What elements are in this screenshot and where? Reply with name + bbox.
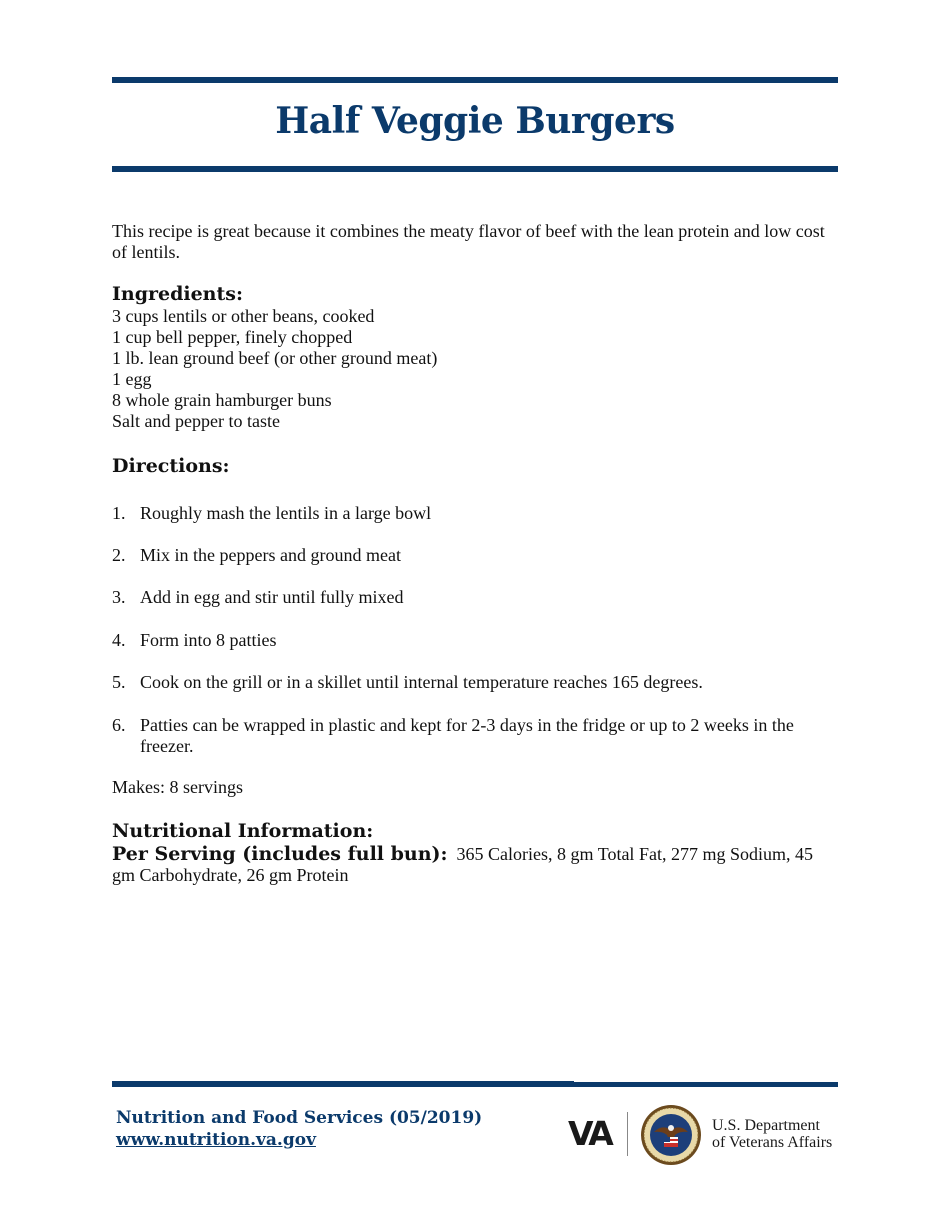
direction-step — [112, 545, 838, 566]
department-line-1: U.S. Department — [712, 1117, 820, 1134]
direction-step — [112, 715, 838, 757]
page-title: Half Veggie Burgers — [275, 100, 675, 142]
title-top-rule — [112, 77, 838, 83]
step-text: Roughly mash the lentils in a large bowl — [140, 503, 432, 523]
step-number: 6. — [112, 715, 126, 735]
ingredient-item: Salt and pepper to taste — [112, 411, 280, 431]
ingredient-item: 8 whole grain hamburger buns — [112, 390, 332, 410]
footer-rule — [112, 1081, 574, 1087]
servings-text: Makes: 8 servings — [112, 777, 243, 797]
direction-step — [112, 672, 838, 693]
step-number: 2. — [112, 545, 126, 565]
per-serving-values: 365 Calories, 8 gm Total Fat, 277 mg Sodium, 45 gm Carbohydrate, 26 gm Protein — [112, 844, 813, 885]
step-number: 5. — [112, 672, 126, 692]
footer-organization: Nutrition and Food Services (05/2019) — [116, 1108, 483, 1128]
nutrition-heading: Nutritional Information: — [112, 820, 374, 842]
footer-rule-thin — [574, 1082, 838, 1087]
ingredient-item: 1 cup bell pepper, finely chopped — [112, 327, 353, 347]
step-text: Mix in the peppers and ground meat — [140, 545, 401, 565]
per-serving-label: Per Serving (includes full bun): — [112, 843, 448, 865]
intro-text: This recipe is great because it combines the meaty flavor of beef with the lean protein and low cost of lentils. — [112, 221, 825, 262]
ingredient-item: 3 cups lentils or other beans, cooked — [112, 306, 375, 326]
ingredients-list — [112, 306, 838, 432]
step-text: Patties can be wrapped in plastic and kept for 2-3 days in the fridge or up to 2 weeks in the freezer. — [140, 715, 794, 756]
va-logo-wordmark: VA — [568, 1114, 611, 1153]
ingredients-heading: Ingredients: — [112, 283, 243, 305]
step-number: 1. — [112, 503, 126, 523]
footer-website-link[interactable]: www.nutrition.va.gov — [116, 1130, 316, 1150]
direction-step — [112, 630, 838, 651]
department-line-2: of Veterans Affairs — [712, 1134, 833, 1151]
ingredient-item: 1 egg — [112, 369, 152, 389]
ingredient-item: 1 lb. lean ground beef (or other ground meat) — [112, 348, 438, 368]
step-text: Form into 8 patties — [140, 630, 277, 650]
nutrition-per-serving — [112, 844, 838, 886]
step-text: Add in egg and stir until fully mixed — [140, 587, 404, 607]
department-name — [712, 1117, 832, 1151]
step-number: 4. — [112, 630, 126, 650]
va-seal-icon — [640, 1104, 702, 1166]
logo-divider — [627, 1112, 628, 1156]
step-text: Cook on the grill or in a skillet until internal temperature reaches 165 degrees. — [140, 672, 703, 692]
directions-heading: Directions: — [112, 455, 230, 477]
direction-step — [112, 587, 838, 608]
title-bottom-rule — [112, 166, 838, 172]
direction-step — [112, 503, 838, 524]
step-number: 3. — [112, 587, 126, 607]
